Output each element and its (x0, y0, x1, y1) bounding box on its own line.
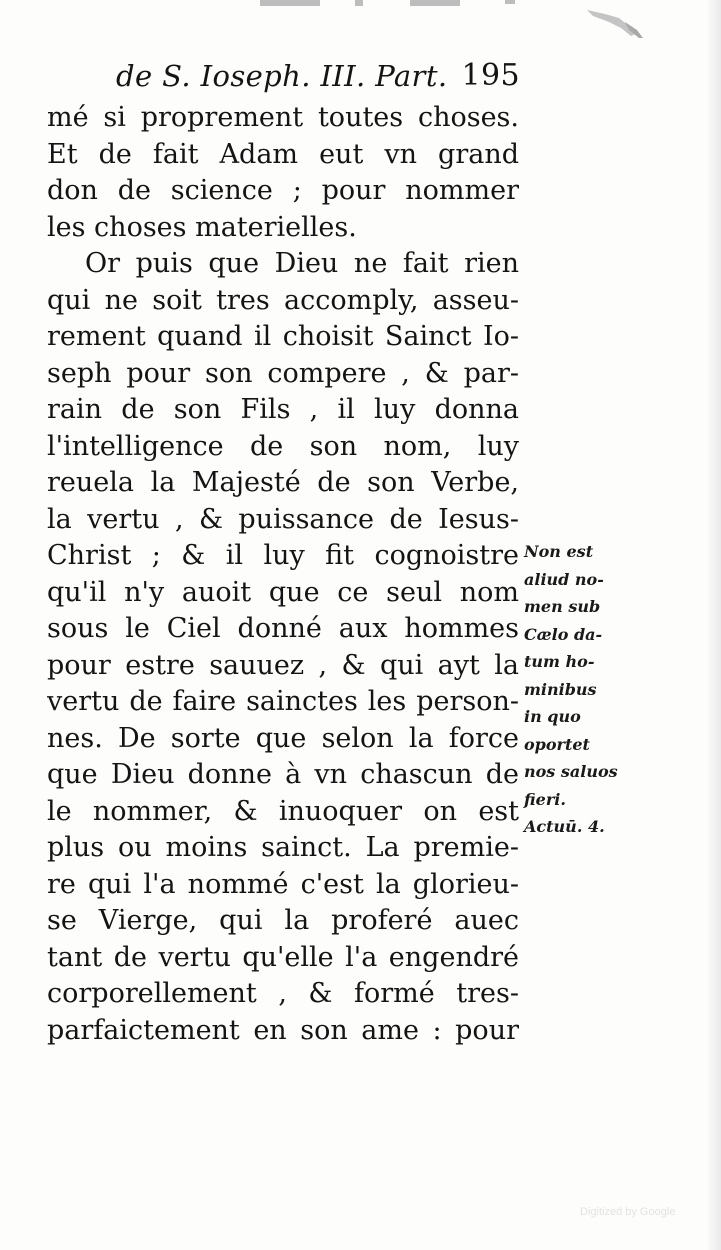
marginal-note-line: in quo (524, 707, 581, 726)
text-line: plus ou moins sainct. La premie- (47, 832, 519, 863)
marginal-note (524, 538, 636, 841)
marginal-note-line: men sub (524, 597, 601, 616)
text-line: qui ne soit tres accomply, asseu- (47, 284, 519, 316)
paragraph-start-line: Or puis que Dieu ne fait rien (85, 248, 519, 279)
text-line: Christ ; & il luy fit cognoistre (47, 540, 519, 571)
marginal-note-line: Cælo da- (524, 624, 603, 644)
text-line: se Vierge, qui la proferé auec (47, 905, 519, 936)
text-line: rain de son Fils , il luy donna (47, 394, 519, 425)
text-line: vertu de faire sainctes les person- (47, 686, 519, 717)
digitization-watermark: Digitized by Google (580, 1206, 676, 1218)
text-line: que Dieu donne à vn chascun de (47, 759, 519, 790)
marginal-note-reference: Actuū. 4. (524, 817, 605, 836)
text-line: la vertu , & puissance de Iesus- (47, 503, 519, 535)
text-line: seph pour son compere , & par- (47, 357, 519, 389)
text-line: rement quand il choisit Sainct Io- (47, 321, 519, 352)
marginal-note-line: Non est (524, 542, 594, 561)
text-line: sous le Ciel donné aux hommes (47, 613, 519, 644)
text-line: Et de fait Adam eut vn grand (47, 138, 519, 170)
ink-blot (585, 4, 645, 40)
text-line: re qui l'a nommé c'est la glorieu- (47, 868, 519, 900)
text-line: corporellement , & formé tres- (47, 978, 519, 1009)
text-line: parfaictement en son ame : pour (47, 1014, 519, 1046)
running-head: de S. Ioseph. III. Part. (116, 59, 448, 93)
marginal-note-line: minibus (524, 679, 597, 699)
marginal-note-line: aliud no- (524, 569, 604, 589)
text-line: l'intelligence de son nom, luy (47, 430, 519, 462)
text-line: les choses materielles. (47, 211, 357, 243)
top-edge-smudge (260, 0, 560, 8)
marginal-note-line: fieri. (524, 789, 566, 809)
text-line: mé si proprement toutes choses. (47, 102, 519, 133)
page-edge-shadow (708, 0, 721, 1250)
text-line: nes. De sorte que selon la force (47, 722, 519, 754)
text-line: reuela la Majesté de son Verbe, (47, 467, 519, 498)
text-line: tant de vertu qu'elle l'a engendré (47, 941, 519, 973)
page-header (116, 54, 520, 98)
main-text-block (47, 100, 519, 1049)
text-line: le nommer, & inuoquer on est (47, 795, 519, 827)
page-number: 195 (461, 58, 520, 93)
text-line: qu'il n'y auoit que ce seul nom (47, 576, 519, 608)
marginal-note-line: tum ho- (524, 652, 595, 671)
marginal-note-line: nos saluos (524, 762, 618, 781)
text-line: pour estre sauuez , & qui ayt la (47, 649, 519, 681)
text-line: don de science ; pour nommer (47, 175, 519, 206)
marginal-note-line: oportet (524, 734, 590, 754)
